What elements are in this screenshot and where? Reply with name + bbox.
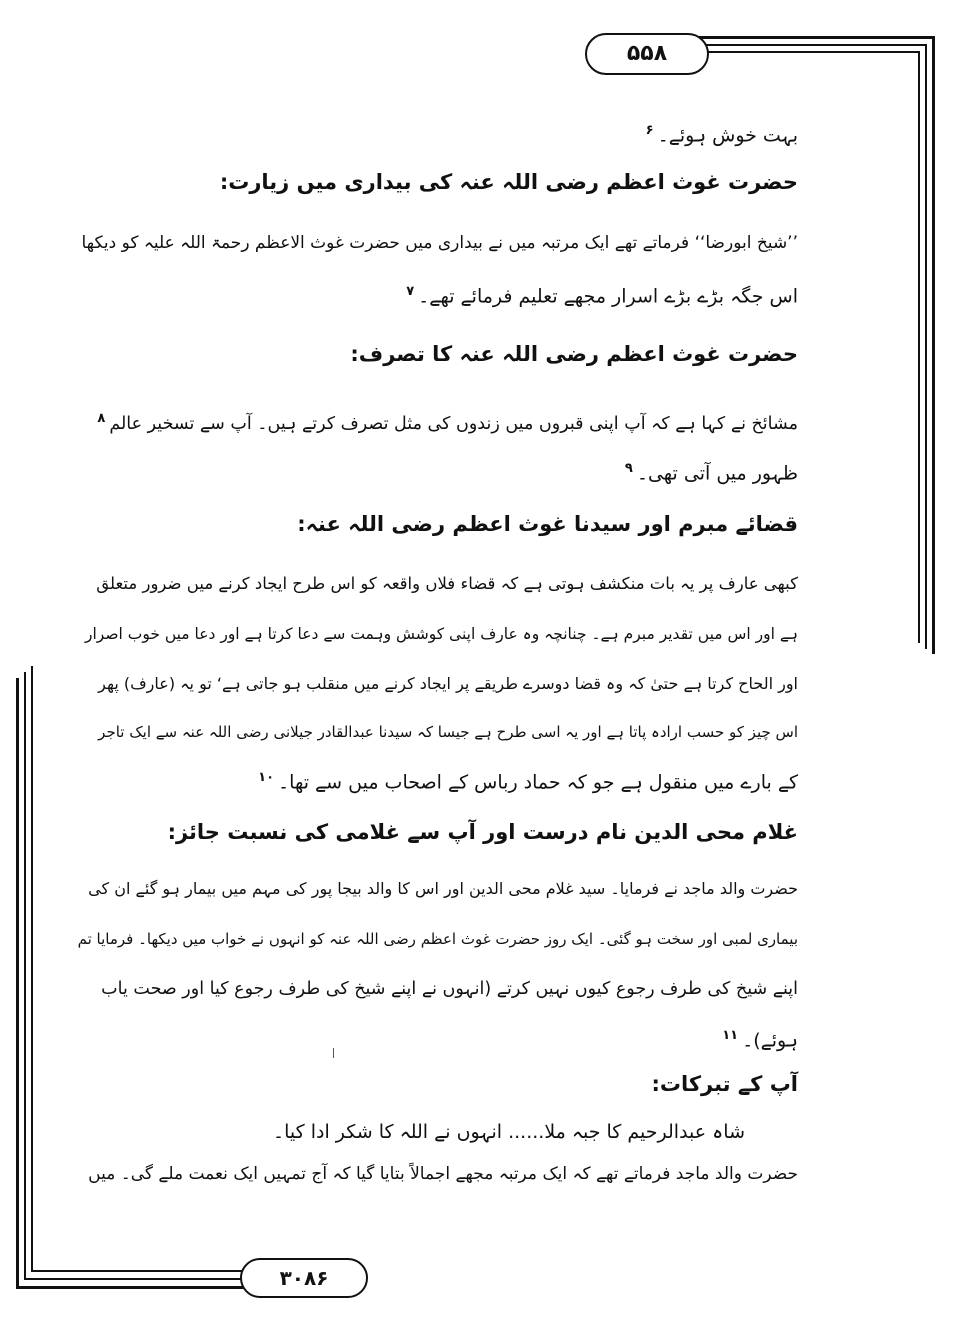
text-line: کے بارے میں منقول ہے جو کہ حماد رباس کے اصحاب میں سے تھا۔$^{۱۰}$ (258, 770, 798, 794)
text-line: اپنے شیخ کی طرف رجوع کیوں نہیں کرتے (انہوں نے اپنے شیخ کی طرف رجوع کیا اور صحت یاب (101, 979, 798, 999)
section-heading: حضرت غوث اعظم رضی اللہ عنہ کی بیداری میں زیارت: (219, 170, 798, 194)
footnote-marker: ۹ (624, 461, 633, 476)
text-line: اور الحاح کرتا ہے حتیٰ کہ وہ قضا دوسرے طریقے پر ایجاد کرنے میں منقلب ہو جاتی ہے‘ تو یہ (عارف) پھر (98, 674, 798, 693)
right-frame-line-2 (925, 44, 927, 649)
section-heading: غلام محی الدین نام درست اور آپ سے غلامی کی نسبت جائز: (167, 820, 798, 844)
text-line: ظہور میں آتی تھی۔$^۹$ (624, 461, 798, 485)
text-line: مشائخ نے کہا ہے کہ آپ اپنی قبروں میں زندوں کی مثل تصرف کرتے ہیں۔ آپ سے تسخیر عالم$^۸$ (97, 411, 798, 434)
text-line: شاہ عبدالرحیم کا جبہ ملا...... انہوں نے اللہ کا شکر ادا کیا۔ (272, 1121, 745, 1143)
footnote-marker: ۸ (97, 411, 106, 426)
left-frame-line-3 (31, 666, 33, 1272)
text-line: ہوئے)۔$^{۱۱}$ (722, 1028, 798, 1052)
text-line: بیماری لمبی اور سخت ہو گئی۔ ایک روز حضرت غوث اعظم رضی اللہ عنہ کو انہوں نے خواب میں دیکھا۔ فرمایا تم (77, 930, 798, 948)
text-line: اس چیز کو حسب ارادہ پاتا ہے اور یہ اسی طرح ہے جیسا کہ سیدنا عبدالقادر جیلانی رضی اللہ عنہ سے ایک تاجر (98, 723, 798, 741)
text-line: حضرت والد ماجد نے فرمایا۔ سید غلام محی الدین اور اس کا والد بیجا پور کی مہم میں بیمار ہو گئے ان کی (88, 879, 798, 898)
text-line: بہت خوش ہوئے۔$^۶$ (645, 123, 798, 147)
text-line: اس جگہ بڑے بڑے اسرار مجھے تعلیم فرمائے تھے۔$^۷$ (406, 284, 798, 308)
bottom-page-number: ۳۰۸۶ (240, 1258, 368, 1298)
top-page-number: ۵۵۸ (585, 33, 709, 75)
section-heading: قضائے مبرم اور سیدنا غوث اعظم رضی اللہ عنہ: (297, 512, 798, 536)
footnote-marker: ۷ (406, 284, 415, 299)
section-heading: حضرت غوث اعظم رضی اللہ عنہ کا تصرف: (350, 342, 798, 366)
left-frame-line-1 (16, 678, 19, 1288)
bottom-frame-line-3 (31, 1270, 246, 1272)
scan-mark (333, 1048, 334, 1058)
text-line: ہے اور اس میں تقدیر مبرم ہے۔ چنانچہ وہ عارف اپنی کوشش وہمت سے دعا کرتا ہے اور دعا میں خوب اصرار (84, 625, 798, 643)
text-line: حضرت والد ماجد فرماتے تھے کہ ایک مرتبہ مجھے اجمالاً بتایا گیا کہ آج تمہیں ایک نعمت ملے گی۔ میں (88, 1164, 798, 1184)
text-line: کبھی عارف پر یہ بات منکشف ہوتی ہے کہ قضاء فلاں واقعہ کو اس طرح ایجاد کرنے میں ضرور متعلق (96, 574, 798, 593)
text-line: ’’شیخ ابورضا‘‘ فرماتے تھے ایک مرتبہ میں نے بیداری میں حضرت غوث الاعظم رحمۃ اللہ علیہ کو دیکھا (81, 233, 798, 253)
right-frame-line-1 (932, 36, 935, 654)
footnote-marker: ۶ (645, 123, 654, 138)
footnote-marker: ۱۰ (258, 770, 275, 785)
bottom-frame-line-2 (24, 1278, 246, 1280)
left-frame-line-2 (24, 672, 26, 1280)
section-heading: آپ کے تبرکات: (651, 1072, 798, 1096)
right-frame-line-3 (918, 51, 920, 643)
footnote-marker: ۱۱ (722, 1028, 739, 1043)
bottom-frame-line-1 (16, 1286, 246, 1289)
